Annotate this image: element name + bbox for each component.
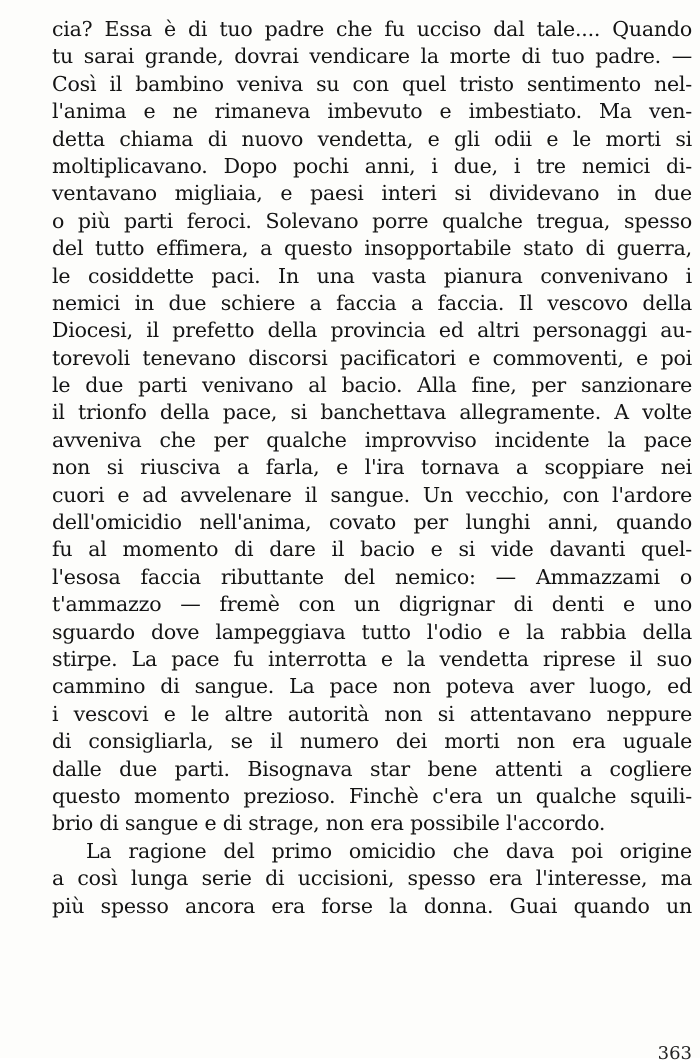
paragraph-first-line: La ragione del primo omicidio che dava poi origine <box>86 838 692 863</box>
text-line: del tutto effimera, a questo insopportabile stato di guerra, <box>52 236 692 261</box>
page-number: 363 <box>657 1043 692 1064</box>
text-line: moltiplicavano. Dopo pochi anni, i due, i tre nemici di- <box>52 153 692 178</box>
text-line: cammino di sangue. La pace non poteva aver luogo, ed <box>52 674 692 699</box>
text-line: brio di sangue e di strage, non era possibile l'accordo. <box>52 811 606 836</box>
text-line: dell'omicidio nell'anima, covato per lunghi anni, quando <box>52 510 692 535</box>
text-line: avveniva che per qualche improvviso incidente la pace <box>52 427 692 452</box>
text-line: t'ammazzo — fremè con un digrignar di denti e uno <box>52 592 692 617</box>
text-line: più spesso ancora era forse la donna. Guai quando un <box>52 893 692 918</box>
text-line: nemici in due schiere a faccia a faccia. Il vescovo della <box>52 290 692 315</box>
text-line: o più parti feroci. Solevano porre qualche tregua, spesso <box>52 208 692 233</box>
text-line: a così lunga serie di uccisioni, spesso era l'interesse, ma <box>52 866 692 891</box>
text-line: questo momento prezioso. Finchè c'era un qualche squili- <box>52 783 692 808</box>
text-line: Così il bambino veniva su con quel tristo sentimento nel- <box>52 71 692 96</box>
text-line: l'anima e ne rimaneva imbevuto e imbestiato. Ma ven- <box>52 99 692 124</box>
text-line: cia? Essa è di tuo padre che fu ucciso dal tale.... Quando <box>52 17 692 41</box>
text-line: non si riusciva a farla, e l'ira tornava a scoppiare nei <box>52 455 692 480</box>
text-line: le cosiddette paci. In una vasta pianura convenivano i <box>52 263 692 288</box>
text-line: torevoli tenevano discorsi pacificatori e commoventi, e poi <box>52 345 692 370</box>
text-line: il trionfo della pace, si banchettava allegramente. A volte <box>52 400 692 425</box>
text-line: di consigliarla, se il numero dei morti non era uguale <box>52 729 692 754</box>
text-line: dalle due parti. Bisognava star bene attenti a cogliere <box>52 756 692 781</box>
body-text <box>52 16 692 920</box>
text-line: cuori e ad avvelenare il sangue. Un vecchio, con l'ardore <box>52 482 692 507</box>
text-line: fu al momento di dare il bacio e si vide davanti quel- <box>52 537 692 562</box>
text-line: sguardo dove lampeggiava tutto l'odio e la rabbia della <box>52 619 692 644</box>
text-line: l'esosa faccia ributtante del nemico: — Ammazzami o <box>52 564 692 589</box>
text-line: i vescovi e le altre autorità non si attentavano neppure <box>52 701 692 726</box>
text-line: stirpe. La pace fu interrotta e la vendetta riprese il suo <box>52 646 692 671</box>
text-line: tu sarai grande, dovrai vendicare la morte di tuo padre. — <box>52 44 692 69</box>
text-line: ventavano migliaia, e paesi interi si dividevano in due <box>52 181 692 206</box>
text-line: Diocesi, il prefetto della provincia ed altri personaggi au- <box>52 318 692 343</box>
text-line: detta chiama di nuovo vendetta, e gli odii e le morti si <box>52 126 692 151</box>
text-line: le due parti venivano al bacio. Alla fine, per sanzionare <box>52 373 692 398</box>
